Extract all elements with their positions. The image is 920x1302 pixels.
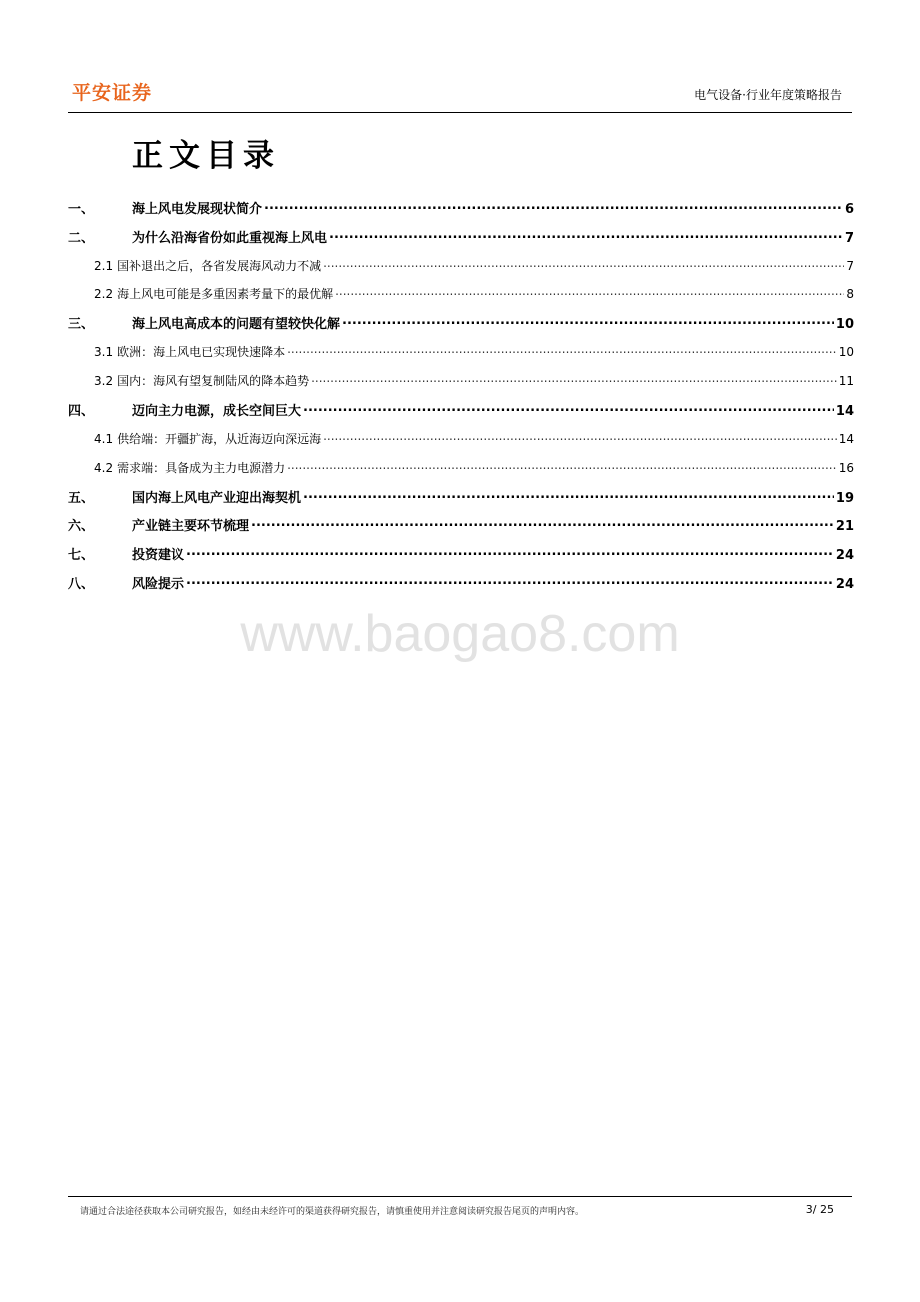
toc-entry-label: 供给端：开疆扩海，从近海迈向深远海 (117, 432, 322, 446)
toc-entry-number: 3.1 (94, 345, 114, 359)
toc-entry[interactable] (68, 285, 854, 302)
toc-entry-label: 风险提示 (132, 577, 185, 592)
toc-leader-dots (323, 431, 837, 443)
toc-entry-label: 国内：海风有望复制陆风的降本趋势 (117, 374, 310, 388)
toc-leader-dots (303, 402, 834, 415)
toc-entry-number: 4.2 (94, 461, 114, 475)
toc-leader-dots (186, 575, 834, 588)
toc-leader-dots (287, 460, 837, 472)
toc-entry[interactable] (68, 372, 854, 389)
toc-entry-number: 二、 (68, 231, 95, 246)
toc-leader-dots (303, 489, 834, 502)
toc-entry-label: 为什么沿海省份如此重视海上风电 (132, 231, 328, 246)
toc-entry-number: 五、 (68, 491, 95, 506)
toc-entry[interactable] (68, 198, 854, 217)
toc-leader-dots (264, 200, 843, 213)
toc-leader-dots (186, 546, 834, 559)
footer-divider (68, 1196, 852, 1197)
toc-entry-label: 海上风电可能是多重因素考量下的最优解 (117, 287, 334, 301)
toc-entry-page: 8 (846, 287, 854, 301)
toc-entry-label: 需求端：具备成为主力电源潜力 (117, 461, 286, 475)
toc-entry[interactable] (68, 487, 854, 506)
toc-entry-page: 14 (838, 432, 854, 446)
toc-entry-label: 国补退出之后，各省发展海风动力不减 (117, 259, 322, 273)
toc-entry-number: 4.1 (94, 432, 114, 446)
toc-entry-page: 21 (835, 519, 854, 534)
toc-leader-dots (335, 286, 844, 298)
toc-entry-label: 海上风电高成本的问题有望较快化解 (132, 317, 341, 332)
toc-entry-page: 11 (838, 374, 854, 388)
toc-entry[interactable] (68, 515, 854, 534)
toc-entry-number: 2.1 (94, 259, 114, 273)
footer-disclaimer: 请通过合法途径获取本公司研究报告，如经由未经许可的渠道获得研究报告，请慎重使用并注意阅读研究报告尾页的声明内容。 (80, 1207, 585, 1217)
toc-entry-label: 欧洲：海上风电已实现快速降本 (117, 345, 286, 359)
toc-title: 正文目录 (132, 138, 280, 174)
header-divider (68, 112, 852, 113)
page-number: 3/ 25 (805, 1203, 834, 1216)
toc-entry[interactable] (68, 459, 854, 476)
toc-entry-number: 四、 (68, 404, 95, 419)
report-type: 电气设备·行业年度策略报告 (694, 88, 842, 102)
toc-entry[interactable] (68, 343, 854, 360)
toc-entry[interactable] (68, 313, 854, 332)
toc-leader-dots (329, 229, 843, 242)
toc-entry-label: 国内海上风电产业迎出海契机 (132, 491, 302, 506)
toc-entry-label: 投资建议 (132, 548, 185, 563)
toc-entry-page: 19 (835, 491, 854, 506)
toc-leader-dots (342, 315, 834, 328)
toc-entry-label: 产业链主要环节梳理 (132, 519, 250, 534)
toc-entry[interactable] (68, 400, 854, 419)
toc-entry[interactable] (68, 257, 854, 274)
toc-entry-page: 6 (844, 202, 854, 217)
toc-entry[interactable] (68, 573, 854, 592)
toc-leader-dots (251, 517, 834, 530)
toc-entry-number: 三、 (68, 317, 95, 332)
toc-entry-page: 7 (846, 259, 854, 273)
toc-entry-number: 一、 (68, 202, 95, 217)
toc-entry-label: 海上风电发展现状简介 (132, 202, 263, 217)
toc-entry[interactable] (68, 430, 854, 447)
watermark: www.baogao8.com (240, 605, 680, 663)
toc-entry-number: 八、 (68, 577, 95, 592)
toc-entry-label: 迈向主力电源，成长空间巨大 (132, 404, 302, 419)
toc-entry-number: 七、 (68, 548, 95, 563)
toc-entry-page: 7 (844, 231, 854, 246)
toc-entry[interactable] (68, 544, 854, 563)
toc-leader-dots (323, 258, 844, 270)
toc-leader-dots (311, 373, 837, 385)
company-logo: 平安证券 (72, 82, 153, 104)
toc-entry-number: 3.2 (94, 374, 114, 388)
toc-entry-page: 10 (835, 317, 854, 332)
toc-entry-page: 14 (835, 404, 854, 419)
toc-leader-dots (287, 344, 837, 356)
toc-entry[interactable] (68, 227, 854, 246)
toc-entry-number: 六、 (68, 519, 95, 534)
toc-entry-page: 16 (838, 461, 854, 475)
toc-entry-page: 10 (838, 345, 854, 359)
toc-entry-page: 24 (835, 548, 854, 563)
toc-entry-number: 2.2 (94, 287, 114, 301)
toc-entry-page: 24 (835, 577, 854, 592)
